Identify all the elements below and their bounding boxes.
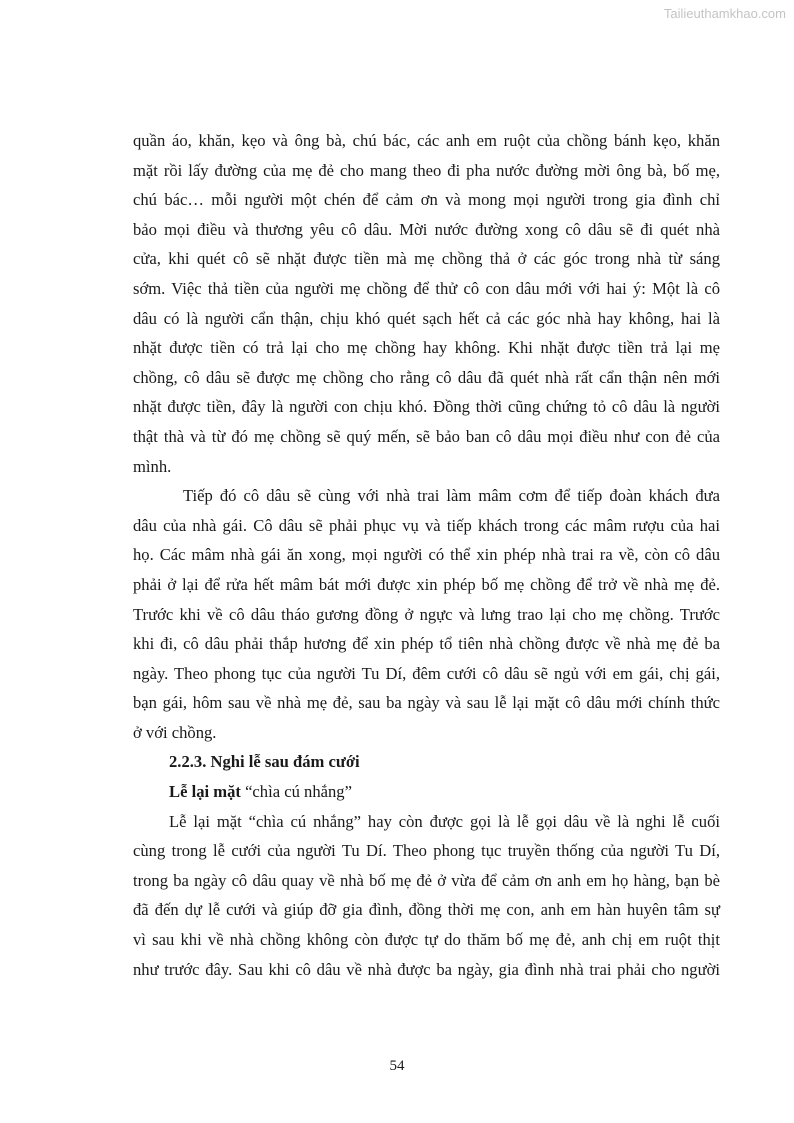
- subheading-rest: “chìa cú nhắng”: [245, 782, 352, 802]
- text-line: thật thà và từ đó mẹ chồng sẽ quý mến, sẽ bảo ban cô dâu mọi điều như con đẻ của: [133, 426, 720, 446]
- text-line: ngày. Theo phong tục của người Tu Dí, đêm cưới cô dâu sẽ ngủ với em gái, chị gái,: [133, 663, 720, 683]
- text-line: phải ở lại để rửa hết mâm bát mới được xin phép bố mẹ chồng để trở về nhà mẹ đẻ.: [133, 574, 720, 594]
- text-line: nhặt được tiền có trả lại cho mẹ chồng hay không. Khi nhặt được tiền trả lại mẹ: [133, 338, 720, 358]
- text-line: chồng, cô dâu sẽ được mẹ chồng cho rằng cô dâu đã quét nhà rất cẩn thận nên mới: [133, 367, 720, 387]
- text-line: bảo mọi điều và thương yêu cô dâu. Mời nước đường xong cô dâu sẽ đi quét nhà: [133, 219, 720, 239]
- section-heading: 2.2.3. Nghi lễ sau đám cưới: [169, 752, 360, 772]
- text-line: Lễ lại mặt “chìa cú nhắng” hay còn được gọi là lễ gọi dâu về là nghi lễ cuối: [169, 811, 720, 831]
- watermark: Tailieuthamkhao.com: [663, 6, 786, 21]
- paragraph-1: [133, 126, 720, 481]
- text-line: cửa, khi quét cô sẽ nhặt được tiền mà mẹ chồng thả ở các góc trong nhà từ sáng: [133, 249, 720, 269]
- text-line: dâu của nhà gái. Cô dâu sẽ phải phục vụ và tiếp khách trong các mâm rượu của hai: [133, 515, 720, 535]
- text-line: trong ba ngày cô dâu quay về nhà bố mẹ đẻ ở vừa để cảm ơn anh em họ hàng, bạn bè: [133, 870, 720, 890]
- page-number: 54: [389, 1058, 405, 1074]
- text-line: đã đến dự lễ cưới và giúp đỡ gia đình, đồng thời mẹ con, anh em hàn huyên tâm sự: [133, 900, 720, 920]
- text-line: mặt rồi lấy đường của mẹ đẻ cho mang theo đi pha nước đường mời ông bà, bố mẹ,: [133, 160, 720, 180]
- text-line: Tiếp đó cô dâu sẽ cùng với nhà trai làm mâm cơm để tiếp đoàn khách đưa: [183, 486, 720, 506]
- paragraph-2: [133, 481, 720, 747]
- text-line: Trước khi về cô dâu tháo gương đồng ở ngực và lưng trao lại cho mẹ chồng. Trước: [133, 604, 720, 624]
- text-line: như trước đây. Sau khi cô dâu về nhà được ba ngày, gia đình nhà trai phải cho người: [133, 959, 720, 979]
- text-line: họ. Các mâm nhà gái ăn xong, mọi người có thể xin phép nhà trai ra về, còn cô dâu: [133, 545, 720, 565]
- text-line: vì sau khi về nhà chồng không còn được tự do thăm bố mẹ đẻ, anh chị em ruột thịt: [133, 930, 720, 950]
- text-line: ở với chồng.: [133, 722, 217, 742]
- text-line: quần áo, khăn, kẹo và ông bà, chú bác, các anh em ruột của chồng bánh kẹo, khăn: [133, 131, 720, 150]
- document-body: [133, 126, 720, 984]
- text-line: nhặt được tiền, đây là người con chịu khó. Đồng thời cũng chứng tỏ cô dâu là người: [133, 397, 720, 417]
- subsection-heading: [133, 777, 720, 807]
- paragraph-3: [133, 807, 720, 985]
- text-line: dâu có là người cẩn thận, chịu khó quét sạch hết cả các góc nhà hay không, hai là: [133, 308, 720, 328]
- text-line: sớm. Việc thả tiền của người mẹ chồng để thử cô con dâu mới với hai ý: Một là cô: [133, 278, 720, 298]
- text-line: cùng trong lễ cưới của người Tu Dí. Theo phong tục truyền thống của người Tu Dí,: [133, 841, 720, 861]
- text-line: bạn gái, hôm sau về nhà mẹ đẻ, sau ba ngày và sau lễ lại mặt cô dâu mới chính thức: [133, 693, 720, 713]
- text-line: mình.: [133, 456, 172, 476]
- text-line: khi đi, cô dâu phải thắp hương để xin phép tổ tiên nhà chồng được về nhà mẹ đẻ ba: [133, 634, 720, 654]
- subheading-bold: Lễ lại mặt: [169, 782, 241, 802]
- text-line: chú bác… mỗi người một chén để cảm ơn và mong mọi người trong gia đình chỉ: [133, 190, 720, 210]
